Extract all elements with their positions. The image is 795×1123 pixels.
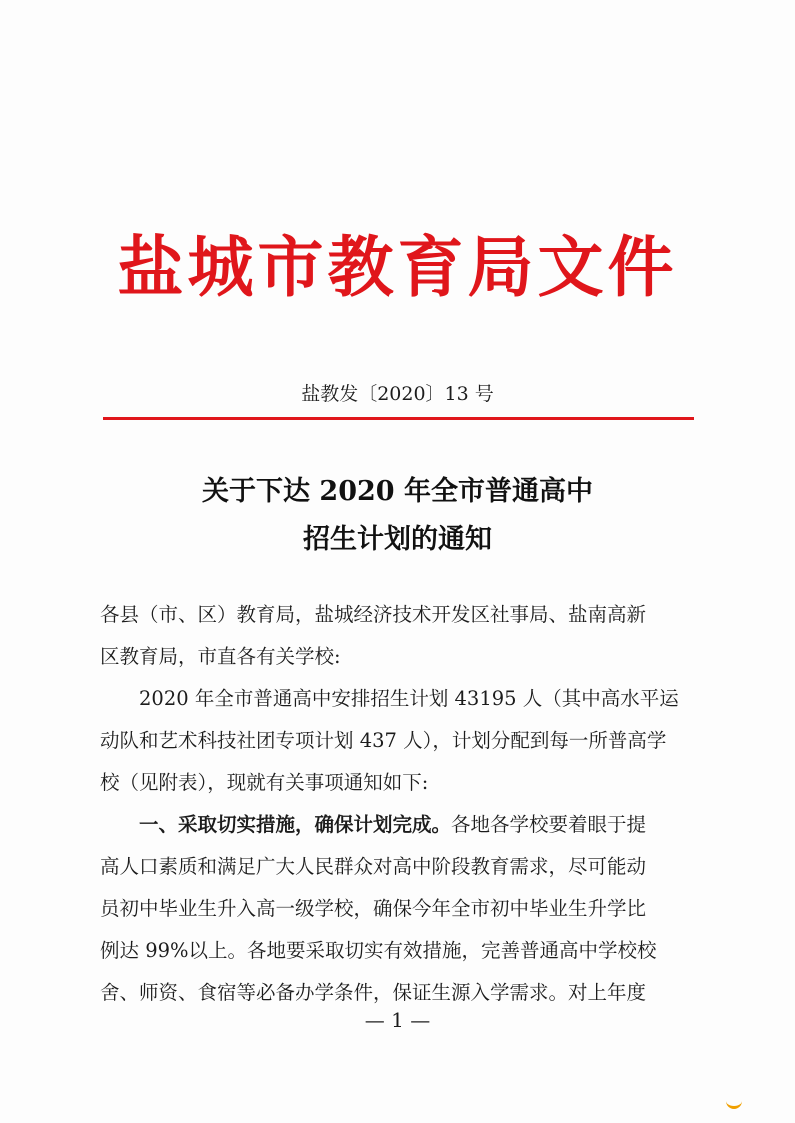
paragraph-2-line-1-rest: 各地各学校要着眼于提	[451, 813, 647, 836]
paragraph-1-line-2: 动队和艺术科技社团专项计划 437 人），计划分配到每一所普高学	[100, 729, 667, 752]
notice-title-line-2: 招生计划的通知	[303, 524, 492, 555]
paragraph-2-line-2: 高人口素质和满足广大人民群众对高中阶段教育需求，尽可能动	[100, 855, 647, 878]
addressee-line-1: 各县（市、区）教育局，盐城经济技术开发区社事局、盐南高新	[100, 603, 647, 626]
paragraph-1-line-1: 2020 年全市普通高中安排招生计划 43195 人（其中高水平运	[139, 687, 679, 710]
document-header-title: 盐城市教育局文件	[117, 228, 678, 306]
notice-title	[0, 468, 795, 564]
section-heading-1: 一、采取切实措施，确保计划完成。	[139, 813, 452, 836]
header-red-rule	[103, 417, 694, 420]
paragraph-2-line-4: 例达 99%以上。各地要采取切实有效措施，完善普通高中学校校	[100, 939, 657, 962]
paragraph-1	[100, 678, 690, 804]
paragraph-2	[100, 804, 690, 1014]
notice-title-line-1: 关于下达 2020 年全市普通高中	[202, 476, 593, 507]
corner-mark	[726, 1098, 742, 1109]
addressee-block	[100, 594, 690, 678]
paragraph-2-line-5: 舍、师资、食宿等必备办学条件，保证生源入学需求。对上年度	[100, 981, 647, 1004]
document-number: 盐教发〔2020〕13 号	[301, 383, 494, 405]
paragraph-2-line-1	[100, 804, 690, 846]
page-number: — 1 —	[364, 1008, 431, 1032]
addressee-line-2: 区教育局，市直各有关学校:	[100, 645, 341, 668]
paragraph-2-line-3: 员初中毕业生升入高一级学校，确保今年全市初中毕业生升学比	[100, 897, 647, 920]
paragraph-1-line-3: 校（见附表），现就有关事项通知如下:	[100, 771, 429, 794]
